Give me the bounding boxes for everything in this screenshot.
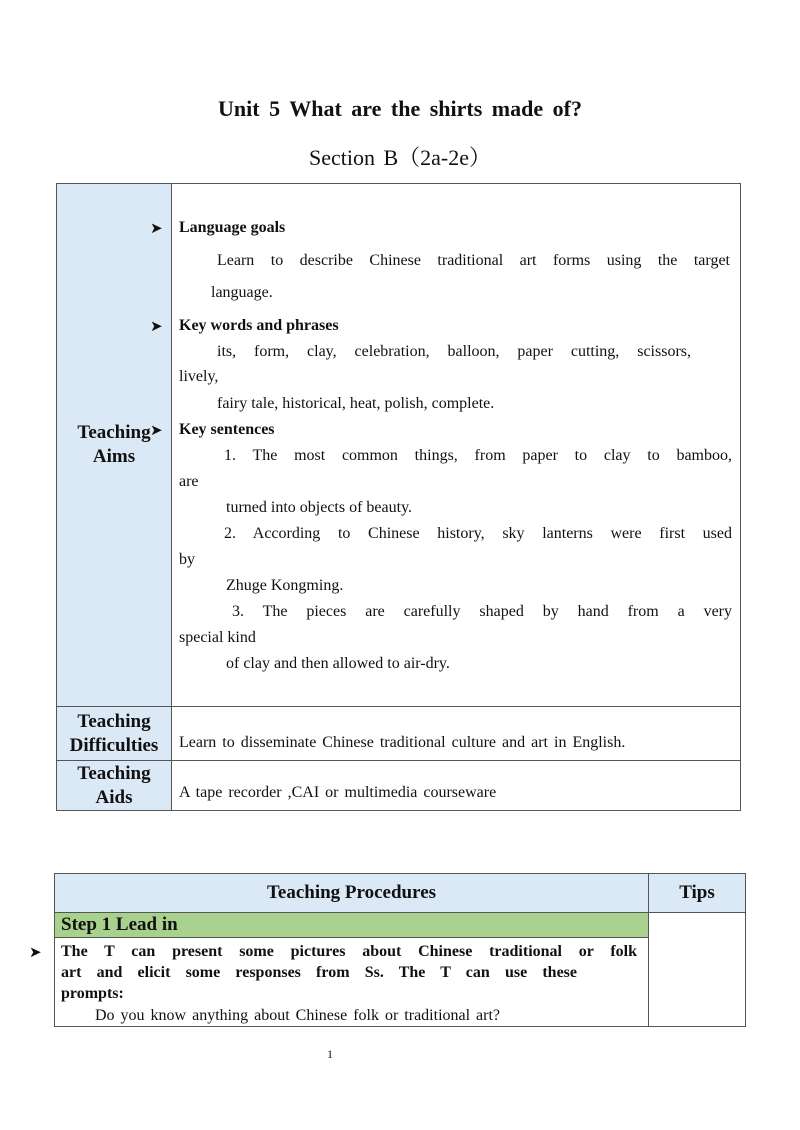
step1-line2: art and elicit some responses from Ss. The T can use these (61, 964, 577, 981)
step1-tips-cell (649, 913, 746, 1027)
aims-content (150, 184, 740, 706)
key-sentences-heading: Key sentences (179, 421, 275, 438)
key-words-line2: lively, (179, 368, 219, 385)
step1-body-cell (29, 938, 649, 1027)
aids-label-cell (57, 761, 172, 811)
aids-content (172, 761, 740, 810)
sentence1-line1: 1. The most common things, from paper to clay to bamboo, (224, 447, 732, 464)
sentence2-line2: by (179, 551, 195, 568)
difficulties-content-cell (172, 707, 741, 761)
tips-header: Tips (649, 874, 746, 913)
step1-body-row (55, 938, 746, 1027)
step1-line1: The T can present some pictures about Chinese traditional or folk (61, 943, 637, 960)
document-subtitle: Section B（2a-2e） (308, 145, 492, 170)
aids-label-line2: Aids (95, 786, 133, 808)
aims-label-cell (57, 184, 172, 707)
aims-label-line1: Teaching (77, 422, 151, 443)
sentence3-line2: special kind (179, 629, 256, 646)
aims-label-line2: Aims (92, 446, 136, 467)
difficulties-text: Learn to disseminate Chinese traditional culture and art in English. (179, 734, 626, 751)
sentence1-line2: are (179, 473, 199, 490)
difficulties-label-cell (57, 707, 172, 761)
difficulties-label-line2: Difficulties (69, 734, 159, 756)
step1-line3: prompts: (61, 985, 124, 1002)
aids-label-line1: Teaching (77, 762, 151, 784)
document-title: Unit 5 What are the shirts made of? (218, 96, 582, 121)
sentence1-line3: turned into objects of beauty. (226, 499, 413, 516)
sentence2-line1: 2. According to Chinese history, sky lanterns were first used (224, 525, 732, 542)
teaching-procedures-table (29, 873, 746, 1027)
aids-content-cell (172, 761, 741, 811)
arrow-bullet-icon: ➤ (150, 423, 163, 439)
step1-title: Step 1 Lead in (55, 913, 649, 938)
difficulties-label-line1: Teaching (77, 710, 151, 732)
arrow-bullet-icon: ➤ (150, 319, 163, 335)
language-goals-line2: language. (211, 284, 273, 301)
aids-row (57, 761, 741, 811)
difficulties-row (57, 707, 741, 761)
difficulties-content (172, 707, 740, 760)
teaching-aims-table (56, 183, 741, 811)
key-words-heading: Key words and phrases (179, 317, 339, 334)
aims-content-cell (150, 184, 741, 707)
procedures-header-row (55, 874, 746, 913)
step1-line4: Do you know anything about Chinese folk or traditional art? (95, 1007, 501, 1024)
sentence3-line1: 3. The pieces are carefully shaped by hand from a very (232, 603, 732, 620)
procedures-header: Teaching Procedures (55, 874, 649, 913)
step1-title-row (55, 913, 746, 938)
key-words-line3: fairy tale, historical, heat, polish, complete. (217, 395, 495, 412)
arrow-bullet-icon: ➤ (29, 945, 42, 961)
step1-body (29, 938, 648, 1026)
sentence2-line3: Zhuge Kongming. (226, 577, 344, 594)
language-goals-line1: Learn to describe Chinese traditional art forms using the target (217, 252, 730, 269)
arrow-bullet-icon: ➤ (150, 221, 163, 237)
language-goals-heading: Language goals (179, 219, 286, 236)
sentence3-line3: of clay and then allowed to air-dry. (226, 655, 450, 672)
aids-text: A tape recorder ,CAI or multimedia courseware (179, 784, 497, 801)
key-words-line1: its, form, clay, celebration, balloon, paper cutting, scissors, (217, 343, 691, 360)
aims-row (57, 184, 741, 707)
page-number: 1 (327, 1047, 333, 1061)
